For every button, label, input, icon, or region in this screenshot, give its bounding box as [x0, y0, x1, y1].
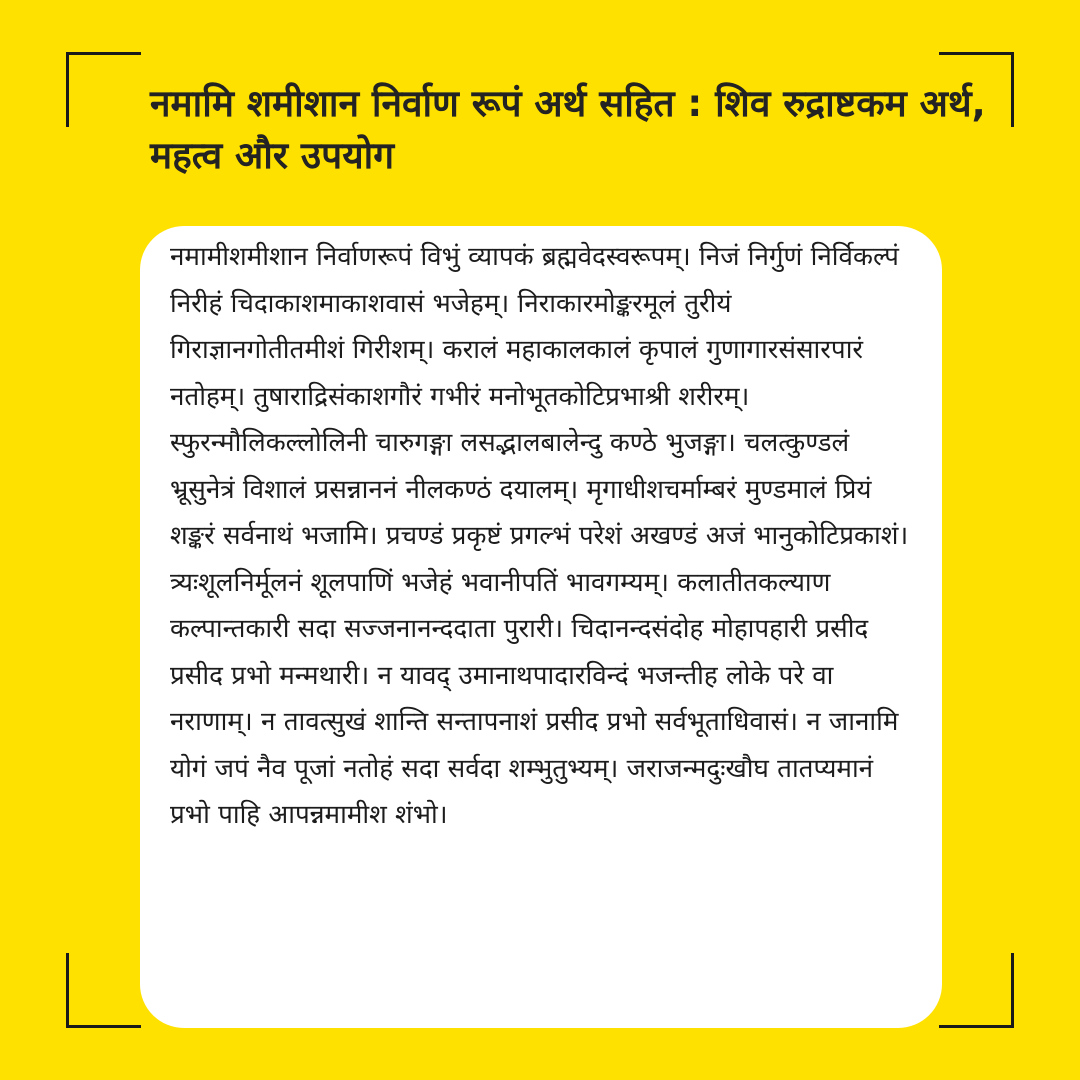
corner-bracket-bottom-left	[66, 953, 141, 1028]
stotram-text: नमामीशमीशान निर्वाणरूपं विभुं व्यापकं ब्रह्मवेदस्वरूपम्। निजं निर्गुणं निर्विकल्पं निरीहं चिदाकाशमाकाशवासं भजेहम्। निराकारमोङ्करमूलं तुरीयं गिराज्ञानगोतीतमीशं गिरीशम्। करालं महाकालकालं कृपालं गुणागारसंसारपारं नतोहम्। तुषाराद्रिसंकाशगौरं गभीरं मनोभूतकोटिप्रभाश्री शरीरम्। स्फुरन्मौलिकल्लोलिनी चारुगङ्गा लसद्भालबालेन्दु कण्ठे भुजङ्गा। चलत्कुण्डलं भ्रूसुनेत्रं विशालं प्रसन्नाननं नीलकण्ठं दयालम्। मृगाधीशचर्माम्बरं मुण्डमालं प्रियं शङ्करं सर्वनाथं भजामि। प्रचण्डं प्रकृष्टं प्रगल्भं परेशं अखण्डं अजं भानुकोटिप्रकाशं। त्र्यःशूलनिर्मूलनं शूलपाणिं भजेहं भवानीपतिं भावगम्यम्। कलातीतकल्याण कल्पान्तकारी सदा सज्जनानन्ददाता पुरारी। चिदानन्दसंदोह मोहापहारी प्रसीद प्रसीद प्रभो मन्मथारी। न यावद् उमानाथपादारविन्दं भजन्तीह लोके परे वा नराणाम्। न तावत्सुखं शान्ति सन्तापनाशं प्रसीद प्रभो सर्वभूताधिवासं। न जानामि योगं जपं नैव पूजां नतोहं सदा सर्वदा शम्भुतुभ्यम्। जराजन्मदुःखौघ तातप्यमानं प्रभो पाहि आपन्नमामीश शंभो।	[170, 242, 909, 830]
page-title: नमामि शमीशान निर्वाण रूपं अर्थ सहित : शिव रुद्राष्टकम अर्थ, महत्व और उपयोग	[150, 82, 986, 177]
corner-bracket-bottom-right	[939, 953, 1014, 1028]
corner-bracket-top-left	[66, 52, 141, 127]
text-card	[140, 226, 942, 1028]
